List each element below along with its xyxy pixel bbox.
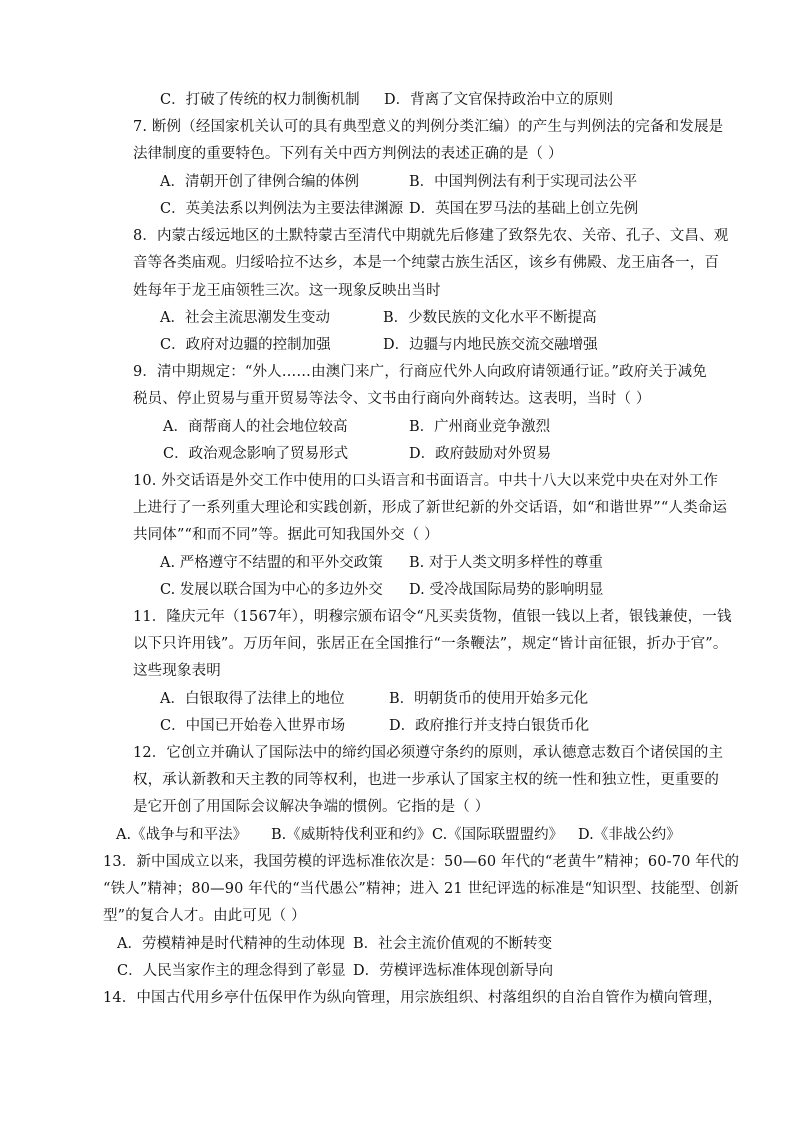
q11-stem-line-2: 以下只许用钱”。万历年间，张居正在全国推行“一条鞭法”，规定“皆计亩征银，折办于官”。 — [133, 636, 728, 652]
q7-option-a: A．清朝开创了律例合编的体例 — [160, 174, 359, 190]
q9-option-b: B．广州商业竞争激烈 — [409, 419, 551, 435]
q12-option-d: D.《非战公约》 — [578, 827, 681, 843]
q11-option-a: A．白银取得了法律上的地位 — [160, 691, 345, 707]
q13-option-d: D．劳模评选标准体现创新导向 — [353, 963, 554, 979]
q13-option-c: C．人民当家作主的理念得到了彰显 — [117, 963, 346, 979]
q10-stem-line-3: 共同体”“和而不同”等。据此可知我国外交（ ） — [133, 527, 439, 543]
q8-option-a: A．社会主流思潮发生变动 — [160, 310, 330, 326]
q13-stem-line-2: “铁人”精神；80—90 年代的“当代愚公”精神；进入 21 世纪评选的标准是“知识型、技能型、创新 — [103, 881, 739, 897]
q9-stem-line-1: 9．清中期规定：“外人……由澳门来广，行商应代外人向政府请领通行证。”政府关于减免 — [133, 364, 707, 380]
q11-option-c: C．中国已开始卷入世界市场 — [160, 718, 346, 734]
q6-option-d: D．背离了文官保持政治中立的原则 — [384, 92, 614, 108]
q8-option-b: B．少数民族的文化水平不断提高 — [383, 310, 597, 326]
q11-stem-line-3: 这些现象表明 — [133, 663, 221, 679]
q13-option-b: B．社会主流价值观的不断转变 — [353, 936, 553, 952]
q12-option-a: A.《战争与和平法》 — [116, 827, 248, 843]
q13-stem-line-1: 13．新中国成立以来，我国劳模的评选标准依次是：50—60 年代的“老黄牛”精神；60-70 年代的 — [103, 854, 740, 870]
q7-option-d: D．英国在罗马法的基础上创立先例 — [409, 201, 639, 217]
q10-option-a: A. 严格遵守不结盟的和平外交政策 — [160, 555, 383, 571]
q12-stem-line-2: 权，承认新教和天主教的同等权利，也进一步承认了国家主权的统一性和独立性，更重要的 — [133, 772, 719, 788]
q9-option-a: A．商帮商人的社会地位较高 — [163, 419, 348, 435]
q7-option-b: B．中国判例法有利于实现司法公平 — [409, 174, 638, 190]
q13-stem-line-3: 型”的复合人才。由此可见（ ） — [103, 908, 306, 924]
q8-option-c: C．政府对边疆的控制加强 — [160, 337, 331, 353]
q13-option-a: A．劳模精神是时代精神的生动体现 — [117, 936, 345, 952]
q11-option-d: D．政府推行并支持白银货币化 — [389, 718, 590, 734]
q10-option-d: D. 受冷战国际局势的影响明显 — [409, 582, 604, 598]
q10-option-c: C. 发展以联合国为中心的多边外交 — [160, 582, 383, 598]
q8-option-d: D．边疆与内地民族交流交融增强 — [383, 337, 598, 353]
q14-stem-line-1: 14．中国古代用乡亭什伍保甲作为纵向管理，用宗族组织、村落组织的自治自管作为横向管理， — [103, 990, 723, 1006]
q10-stem-line-1: 10. 外交话语是外交工作中使用的口头语言和书面语言。中共十八大以来党中央在对外工作 — [133, 473, 718, 489]
q9-option-d: D．政府鼓励对外贸易 — [409, 446, 552, 462]
q7-stem-line-2: 法律制度的重要特色。下列有关中西方判例法的表述正确的是（ ） — [133, 146, 563, 162]
q8-stem-line-2: 音等各类庙观。归绥哈拉不达乡，本是一个纯蒙古族生活区，该乡有佛殿、龙王庙各一，百 — [133, 255, 719, 271]
q11-option-b: B．明朝货币的使用开始多元化 — [389, 691, 589, 707]
q10-stem-line-2: 上进行了一系列重大理论和实践创新，形成了新世纪新的外交话语，如“和谐世界”“人类命运 — [133, 500, 728, 516]
q6-option-c: C．打破了传统的权力制衡机制 — [160, 92, 360, 108]
q12-stem-line-1: 12．它创立并确认了国际法中的缔约国必须遵守条约的原则，承认德意志数百个诸侯国的主 — [133, 745, 724, 761]
q12-stem-line-3: 是它开创了用国际会议解决争端的惯例。它指的是（ ） — [133, 799, 490, 815]
q12-option-c: C.《国际联盟盟约》 — [432, 827, 564, 843]
q8-stem-line-1: 8．内蒙古绥远地区的土默特蒙古至清代中期就先后修建了致祭先农、关帝、孔子、文昌、观 — [133, 228, 729, 244]
q11-stem-line-1: 11．隆庆元年（1567年），明穆宗颁布诏令“凡买卖货物，值银一钱以上者，银钱兼使，一钱 — [133, 609, 732, 625]
q9-option-c: C．政治观念影响了贸易形式 — [163, 446, 349, 462]
q9-stem-line-2: 税员、停止贸易与重开贸易等法令、文书由行商向外商转达。这表明，当时（ ） — [133, 391, 651, 407]
q7-stem-line-1: 7. 断例（经国家机关认可的具有典型意义的判例分类汇编）的产生与判例法的完备和发展是 — [133, 119, 724, 135]
q8-stem-line-3: 姓每年于龙王庙领牲三次。这一现象反映出当时 — [133, 283, 441, 299]
q7-option-c: C．英美法系以判例法为主要法律渊源 — [160, 201, 404, 217]
q12-option-b: B.《威斯特伐利亚和约》 — [271, 827, 432, 843]
q10-option-b: B. 对于人类文明多样性的尊重 — [409, 555, 603, 571]
